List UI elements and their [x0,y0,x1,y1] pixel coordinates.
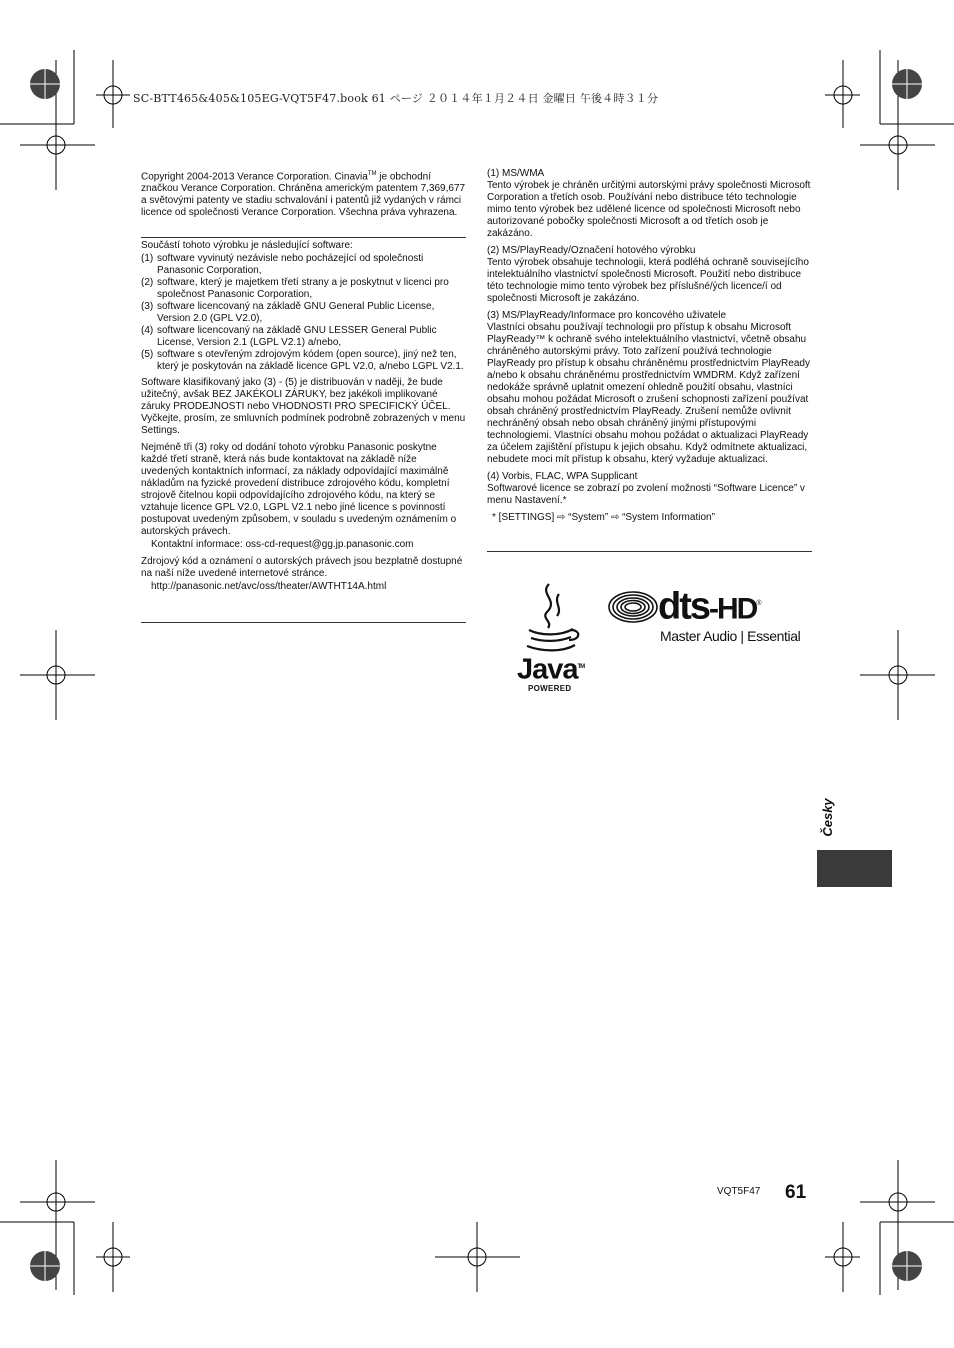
java-logo [515,580,590,695]
language-tab [817,850,892,887]
source-availability-paragraph: Zdrojový kód a oznámení o autorských právech jsou bezplatně dostupné na naší níže uvedené internetové stránce. [141,556,463,579]
dts-hd-logo [608,585,813,650]
java-cup-icon [515,580,585,655]
dts-disc-icon [608,590,658,624]
contact-info: Kontaktní informace: oss-cd-request@gg.jp.panasonic.com [151,539,414,550]
list-item: (2) software, který je majetkem třetí strany a je poskytnut v licenci pro společnost Panasonic Corporation, [141,277,449,300]
right-column [487,168,812,524]
source-url[interactable]: http://panasonic.net/avc/oss/theater/AWTHT14A.html [151,581,387,592]
section-title: (4) Vorbis, FLAC, WPA Supplicant [487,471,638,482]
software-intro: Součástí tohoto výrobku je následující software: [141,240,353,251]
dts-wordmark: dts-HD® [658,585,760,628]
license-section [487,471,812,507]
divider [141,622,466,623]
license-section [487,168,812,240]
document-code: VQT5F47 [717,1186,761,1197]
print-header: SC-BTT465&405&105EG-VQT5F47.book 61 ページ ２０１４年１月２４日 金曜日 午後４時３１分 [133,92,659,105]
section-title: (3) MS/PlayReady/Informace pro koncového uživatele [487,310,727,321]
warranty-paragraph: Software klasifikovaný jako (3) - (5) je distribuován v naději, že bude užitečný, avšak BEZ JAKÉKOLI ZÁRUKY, bez jakékoli implikované záruky PRODEJNOSTI nebo VHODNOSTI PRO SPECIFICKÝ ÚČEL. Vyčkejte, prosím, ze smluvních podmínek podrobně zobrazených v menu Settings. [141,377,466,436]
left-column [141,168,466,224]
section-title: (2) MS/PlayReady/Označení hotového výrobku [487,245,696,256]
java-wordmark: Java™ [517,653,585,686]
section-body: Tento výrobek je chráněn určitými autorskými právy společnosti Microsoft Corporation a třetích osob. Používání nebo distribuce této technologie mimo tento výrobek bez udělené licence od společnosti Microsoft nebo autorizované pobočky společnosti Microsoft a od třetích osob je zakázáno. [487,180,811,239]
java-powered-label: POWERED [528,684,572,693]
list-item: (5) software s otevřeným zdrojovým kódem (open source), jiný než ten, který je poskytován na základě licence GPL V2.0, a/nebo LGPL V2.1. [141,349,464,372]
divider [141,237,466,238]
list-item: (1) software vyvinutý nezávisle nebo pocházející od společnosti Panasonic Corporation, [141,253,424,276]
dts-subtitle: Master Audio | Essential [660,628,801,644]
source-offer-paragraph: Nejméně tři (3) roky od dodání tohoto výrobku Panasonic poskytne každé třetí straně, která nás bude kontaktovat na základě níže uvedených kontaktních informací, za náklady odpovídající maximálně nákladům na fyzické provedení distribuce zdrojového kódu, kompletní strojově čitelnou kopii odpovídajícího zdrojového kódu, na který se vztahuje licence GPL V2.0, LGPL V2.1 nebo jiné licence s povinností postupovat uvedeným způsobem, v souladu s uvedeným oznámením o autorských právech. [141,442,457,537]
license-section [487,245,812,305]
section-body: Softwarové licence se zobrazí po zvolení možnosti “Software Licence” v menu Nastavení.* [487,483,805,506]
left-column-software [141,240,466,598]
divider [487,551,812,552]
footnote: * [SETTINGS] ⇨ “System” ⇨ “System Information” [492,512,715,523]
language-label: Česky [820,798,835,837]
list-item: (4) software licencovaný na základě GNU LESSER General Public License, Version 2.1 (LGPL V2.1) a/nebo, [141,325,437,348]
copyright-notice: Copyright 2004-2013 Verance Corporation. Cinavia™ je obchodní značkou Verance Corporation. Chráněna americkým patentem 7,369,677 a světovými patenty ve stadiu schvalování i patentů již vydaných v rámci licence od společnosti Verance Corporation. Všechna práva vyhrazena. [141,171,466,219]
list-item: (3) software licencovaný na základě GNU General Public License, Version 2.0 (GPL V2.0), [141,301,435,324]
section-body: Vlastníci obsahu používají technologii pro přístup k obsahu Microsoft PlayReady™ k ochraně svého intelektuálního vlastnictví, včetně obsahu chráněného autorskými právy. Toto zařízení používá technologie PlayReady pro přístup k obsahu chráněnému prostřednictvím PlayReady a/nebo k obsahu chráněnému prostřednictvím WMDRM. Když zařízení nedokáže správně uplatnit omezení ohledně použití obsahu, vlastníci obsahu mohou požádat Microsoft o zrušení schopnosti zařízení používat obsah chráněný prostřednictvím PlayReady. Zrušení nemůže ovlivnit nechráněný obsah nebo obsah chráněný jinými přístupovými technologiemi. Vlastníci obsahu mohou požádat o aktualizaci PlayReady za účelem zajištění přístupu k jejich obsahu. Když odmítnete aktualizaci, nebudete moci mít přístup k obsahu, který vyžaduje aktualizaci. [487,322,810,465]
section-body: Tento výrobek obsahuje technologii, která podléhá ochraně souvisejícího intelektuálního vlastnictví společnosti Microsoft. Použití nebo distribuce této technologie mimo tento výrobek bez příslušné/ých licence/í od společnosti Microsoft je zakázáno. [487,257,809,304]
license-section [487,310,812,466]
page-number: 61 [785,1182,807,1203]
section-title: (1) MS/WMA [487,168,545,179]
